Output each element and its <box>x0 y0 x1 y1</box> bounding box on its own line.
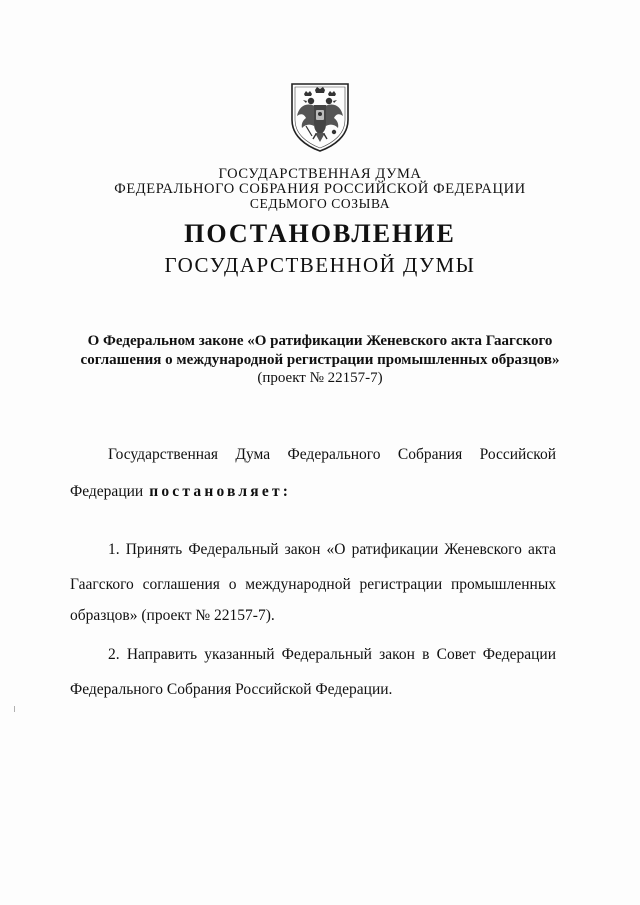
draft-number: (проект № 22157-7) <box>257 370 383 386</box>
preamble-line: Государственная Дума Федерального Собрания Российской <box>108 446 556 463</box>
org-name-line: ГОСУДАРСТВЕННАЯ ДУМА <box>218 166 422 182</box>
convocation-line: СЕДЬМОГО СОЗЫВА <box>249 196 391 211</box>
subject-line: О Федеральном законе «О ратификации Женевского акта Гаагского <box>87 333 553 349</box>
item-1-line: 1. Принять Федеральный закон «О ратификации Женевского акта <box>108 541 556 558</box>
item-2-line: 2. Направить указанный Федеральный закон в Совет Федерации <box>108 646 556 663</box>
preamble-line <box>70 483 291 501</box>
document-title: ПОСТАНОВЛЕНИЕ <box>184 219 456 248</box>
document-subtitle: ГОСУДАРСТВЕННОЙ ДУМЫ <box>164 253 476 277</box>
preamble-text: Федерации <box>70 483 144 500</box>
subject-line: соглашения о международной регистрации промышленных образцов» <box>80 352 560 368</box>
item-1-line: образцов» (проект № 22157-7). <box>70 607 275 624</box>
item-2-line: Федерального Собрания Российской Федерации. <box>70 681 393 698</box>
scan-artifact <box>14 706 15 712</box>
item-1-line: Гаагского соглашения о международной регистрации промышленных <box>70 576 556 593</box>
russian-coat-of-arms-icon <box>282 78 358 154</box>
resolution-verb: постановляет: <box>149 483 292 500</box>
org-parent-line: ФЕДЕРАЛЬНОГО СОБРАНИЯ РОССИЙСКОЙ ФЕДЕРАЦИИ <box>114 181 526 197</box>
